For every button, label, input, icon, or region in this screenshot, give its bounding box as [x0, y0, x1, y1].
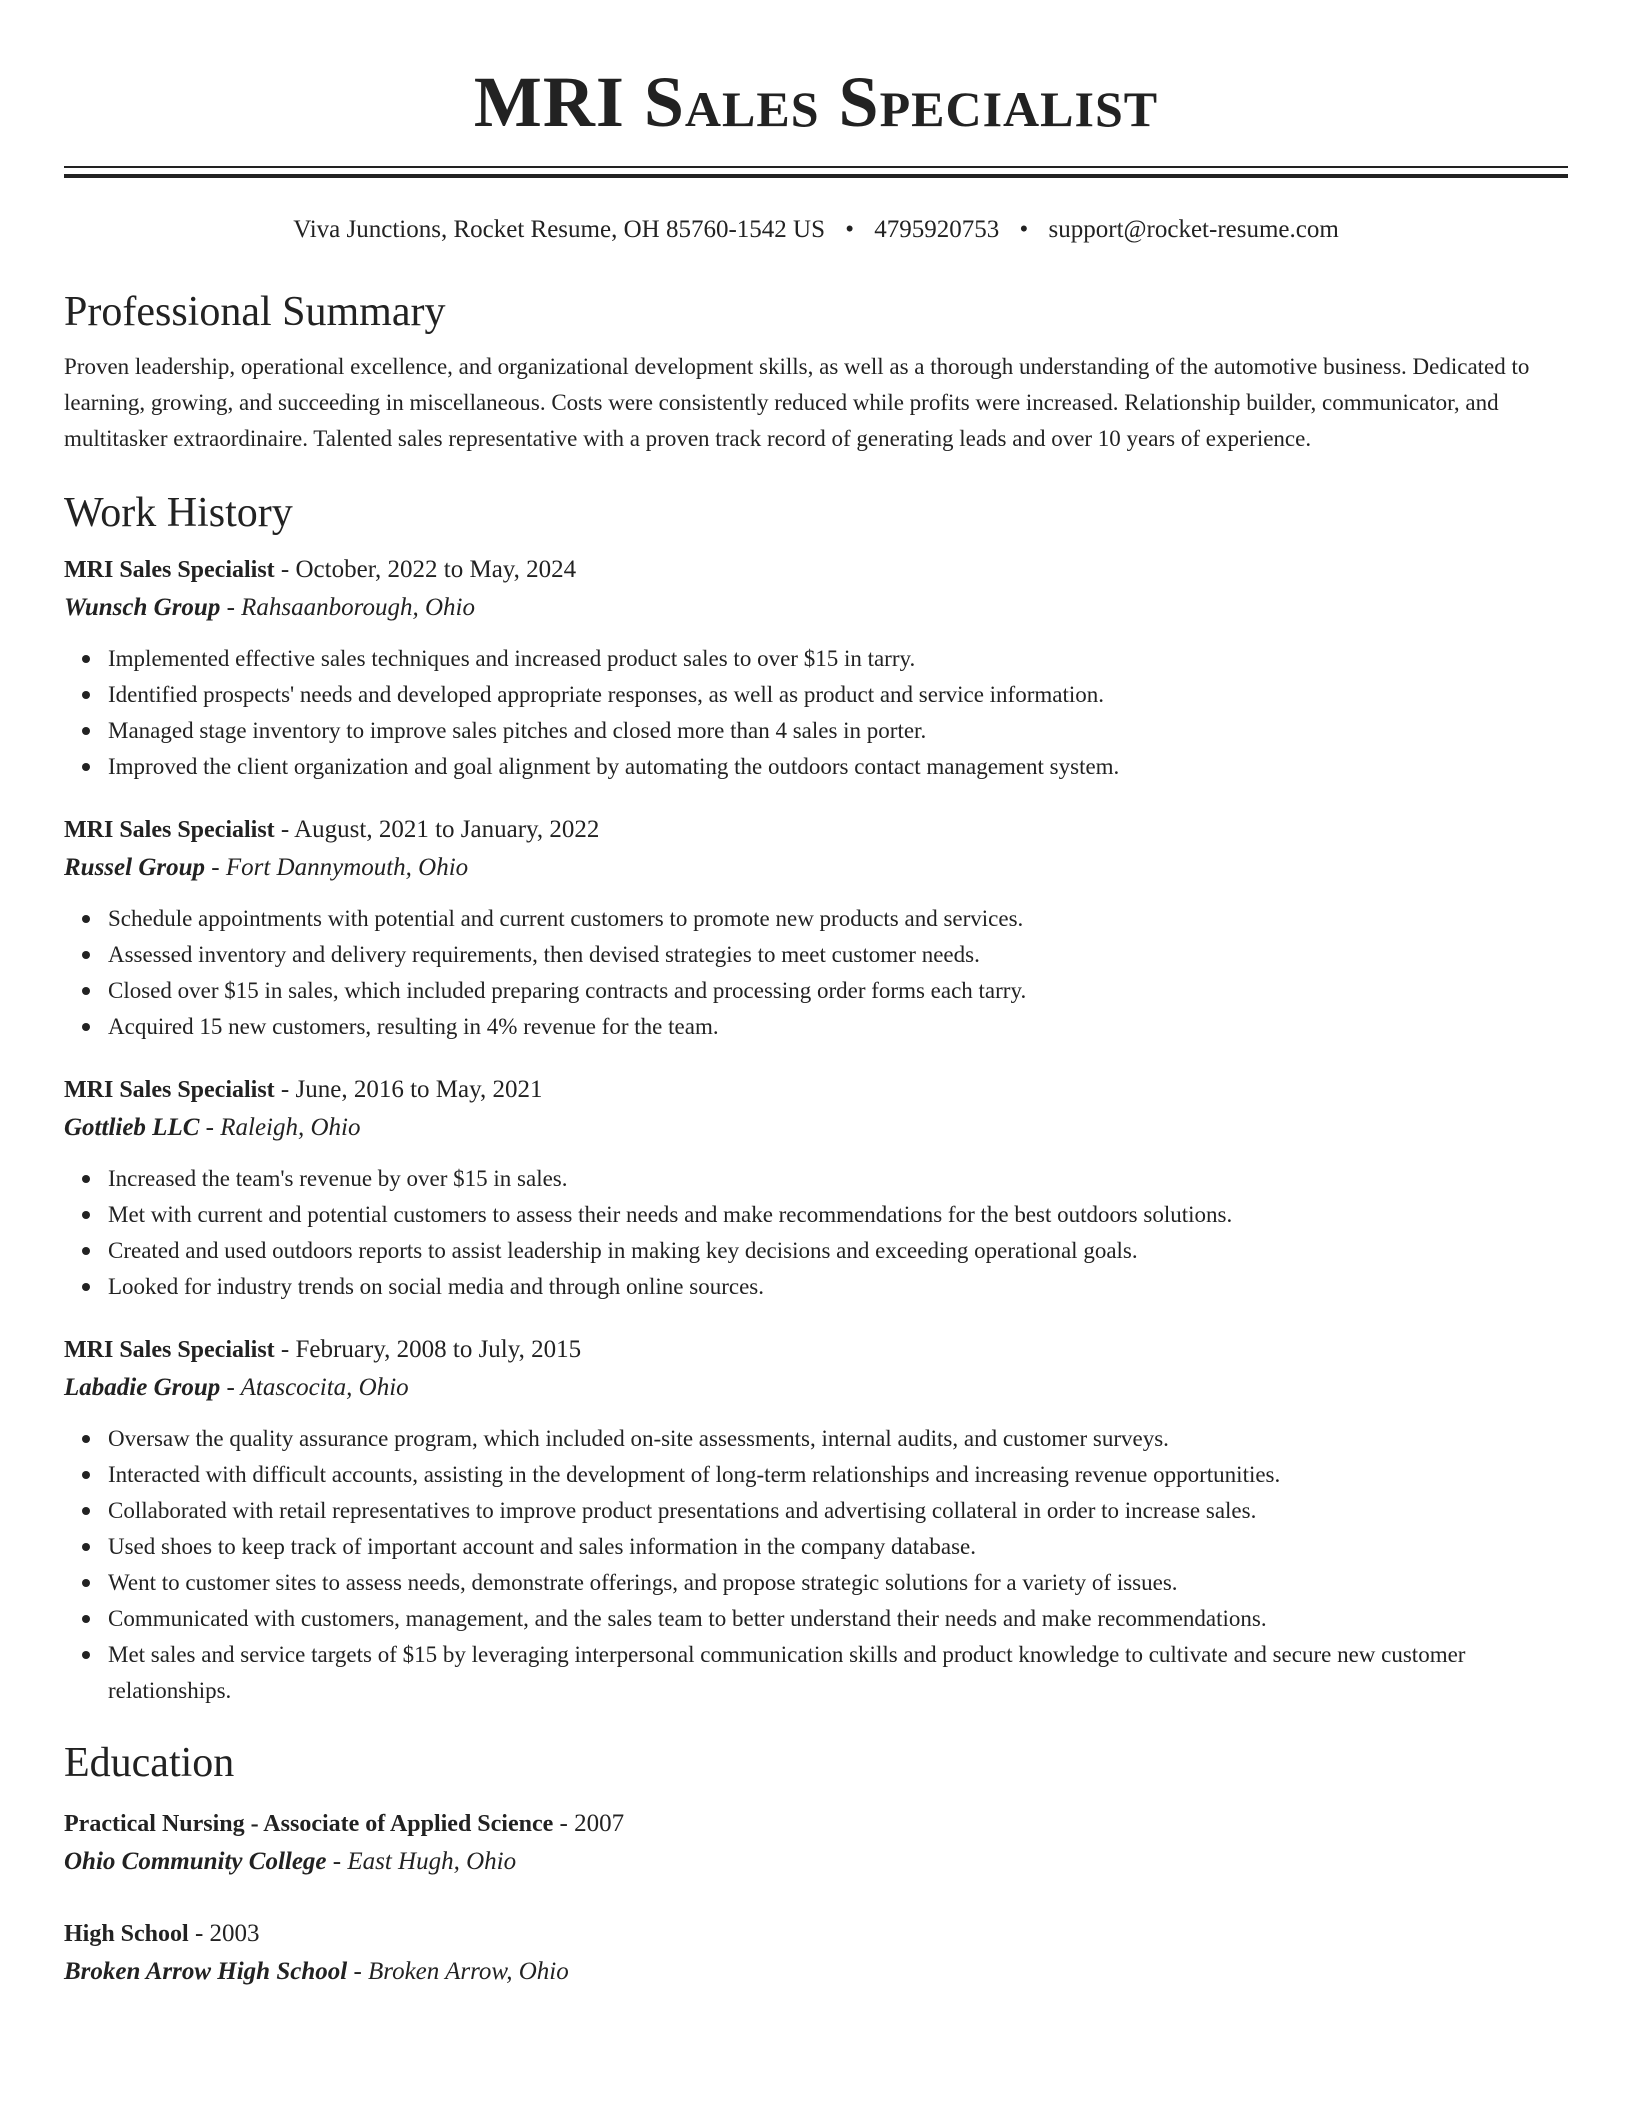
- list-item: [108, 1637, 1568, 1709]
- bullet-dot-icon: [82, 1651, 90, 1659]
- bullet-text: Interacted with difficult accounts, assisting in the development of long-term relationships and increasing revenue opportunities.: [108, 1462, 1281, 1487]
- job-dates: - August, 2021 to January, 2022: [274, 816, 600, 843]
- job-entry: [64, 1071, 1568, 1305]
- list-item: [108, 1009, 1568, 1045]
- job-bullets: [64, 1421, 1568, 1709]
- education-school-line: [64, 1953, 1568, 1991]
- job-bullets: [64, 1161, 1568, 1305]
- list-item: [108, 1529, 1568, 1565]
- list-item: [108, 1197, 1568, 1233]
- bullet-dot-icon: [82, 1283, 90, 1291]
- bullet-text: Used shoes to keep track of important account and sales information in the company database.: [108, 1534, 976, 1559]
- list-item: [108, 1421, 1568, 1457]
- job-entry: [64, 551, 1568, 785]
- bullet-text: Created and used outdoors reports to assist leadership in making key decisions and exceeding operational goals.: [108, 1238, 1138, 1263]
- summary-heading: Professional Summary: [64, 289, 446, 335]
- education-location: - East Hugh, Ohio: [326, 1848, 517, 1875]
- job-title-line: [64, 551, 1568, 589]
- education-entry: [64, 1915, 1568, 1991]
- job-company: Russel Group: [64, 854, 206, 881]
- bullet-dot-icon: [82, 1023, 90, 1031]
- job-bullets: [64, 901, 1568, 1045]
- job-entry: [64, 1331, 1568, 1709]
- education-location: - Broken Arrow, Ohio: [347, 1958, 569, 1985]
- bullet-dot-icon: [82, 727, 90, 735]
- list-item: [108, 713, 1568, 749]
- job-company: Wunsch Group: [64, 594, 221, 621]
- contact-line: [64, 214, 1568, 246]
- list-item: [108, 901, 1568, 937]
- list-item: [108, 1269, 1568, 1305]
- job-company-line: [64, 849, 1568, 887]
- job-entry: [64, 811, 1568, 1045]
- list-item: [108, 1601, 1568, 1637]
- bullet-text: Oversaw the quality assurance program, which included on-site assessments, internal audits, and customer surveys.: [108, 1426, 1169, 1451]
- bullet-text: Acquired 15 new customers, resulting in 4% revenue for the team.: [108, 1014, 719, 1039]
- contact-email: support@rocket-resume.com: [1048, 216, 1339, 243]
- education-school: Ohio Community College: [64, 1848, 327, 1875]
- bullet-dot-icon: [82, 1507, 90, 1515]
- bullet-text: Schedule appointments with potential and current customers to promote new products and services.: [108, 906, 1024, 931]
- bullet-text: Increased the team's revenue by over $15 in sales.: [108, 1166, 568, 1191]
- contact-address: Viva Junctions, Rocket Resume, OH 85760-1542 US: [293, 216, 825, 243]
- job-location: - Atascocita, Ohio: [220, 1374, 409, 1401]
- work-history-heading: Work History: [64, 490, 293, 536]
- job-role: MRI Sales Specialist: [64, 1337, 275, 1363]
- bullet-dot-icon: [82, 1247, 90, 1255]
- list-item: [108, 1565, 1568, 1601]
- summary-text: Proven leadership, operational excellence, and organizational development skills, as well as a thorough understanding of the automotive business. Dedicated to learning, growing, and succeeding in miscellaneous. Costs were consistently reduced while profits were increased. Relationship builder, communicator, and multitasker extraordinaire. Talented sales representative with a proven track record of generating leads and over 10 years of experience.: [64, 354, 1530, 451]
- job-company-line: [64, 589, 1568, 627]
- education-school: Broken Arrow High School: [64, 1958, 348, 1985]
- list-item: [108, 641, 1568, 677]
- bullet-dot-icon: [82, 1211, 90, 1219]
- bullet-dot-icon: [82, 691, 90, 699]
- bullet-dot-icon: [82, 763, 90, 771]
- education-degree: High School: [64, 1921, 189, 1947]
- bullet-text: Went to customer sites to assess needs, demonstrate offerings, and propose strategic solutions for a variety of issues.: [108, 1570, 1178, 1595]
- bullet-text: Met with current and potential customers to assess their needs and make recommendations for the best outdoors solutions.: [108, 1202, 1233, 1227]
- job-company-line: [64, 1369, 1568, 1407]
- contact-separator: •: [845, 216, 854, 243]
- job-dates: - February, 2008 to July, 2015: [274, 1336, 582, 1363]
- bullet-dot-icon: [82, 1579, 90, 1587]
- bullet-text: Looked for industry trends on social media and through online sources.: [108, 1274, 764, 1299]
- bullet-text: Improved the client organization and goal alignment by automating the outdoors contact management system.: [108, 754, 1120, 779]
- job-role: MRI Sales Specialist: [64, 557, 275, 583]
- resume-title: MRI Sales Specialist: [473, 62, 1159, 142]
- bullet-dot-icon: [82, 1615, 90, 1623]
- bullet-dot-icon: [82, 1471, 90, 1479]
- bullet-text: Met sales and service targets of $15 by leveraging interpersonal communication skills and product knowledge to cultivate and secure new customer relationships.: [108, 1642, 1466, 1703]
- bullet-text: Closed over $15 in sales, which included preparing contracts and processing order forms each tarry.: [108, 978, 1027, 1003]
- education-degree-line: [64, 1915, 1568, 1953]
- bullet-dot-icon: [82, 1175, 90, 1183]
- bullet-text: Collaborated with retail representatives to improve product presentations and advertising collateral in order to increase sales.: [108, 1498, 1257, 1523]
- job-location: - Fort Dannymouth, Ohio: [205, 854, 469, 881]
- list-item: [108, 937, 1568, 973]
- bullet-dot-icon: [82, 987, 90, 995]
- education-heading: Education: [64, 1740, 235, 1786]
- bullet-text: Communicated with customers, management, and the sales team to better understand their needs and make recommendations.: [108, 1606, 1267, 1631]
- job-bullets: [64, 641, 1568, 785]
- bullet-dot-icon: [82, 1543, 90, 1551]
- list-item: [108, 1161, 1568, 1197]
- bullet-dot-icon: [82, 655, 90, 663]
- job-dates: - October, 2022 to May, 2024: [274, 556, 577, 583]
- bullet-dot-icon: [82, 915, 90, 923]
- header-rule-thick: [64, 174, 1568, 178]
- bullet-text: Managed stage inventory to improve sales pitches and closed more than 4 sales in porter.: [108, 718, 927, 743]
- education-year: - 2003: [188, 1920, 260, 1947]
- job-company-line: [64, 1109, 1568, 1147]
- education-degree-line: [64, 1805, 1568, 1843]
- job-role: MRI Sales Specialist: [64, 817, 275, 843]
- list-item: [108, 677, 1568, 713]
- bullet-dot-icon: [82, 951, 90, 959]
- job-dates: - June, 2016 to May, 2021: [274, 1076, 543, 1103]
- job-title-line: [64, 1331, 1568, 1369]
- education-year: - 2007: [553, 1810, 625, 1837]
- job-company: Gottlieb LLC: [64, 1114, 200, 1141]
- job-location: - Raleigh, Ohio: [199, 1114, 361, 1141]
- bullet-text: Assessed inventory and delivery requirements, then devised strategies to meet customer needs.: [108, 942, 980, 967]
- bullet-text: Implemented effective sales techniques and increased product sales to over $15 in tarry.: [108, 646, 916, 671]
- contact-separator: •: [1019, 216, 1029, 243]
- list-item: [108, 1457, 1568, 1493]
- list-item: [108, 749, 1568, 785]
- job-title-line: [64, 811, 1568, 849]
- header-rule-thin: [64, 166, 1568, 168]
- education-degree: Practical Nursing - Associate of Applied Science: [64, 1811, 554, 1837]
- education-entry: [64, 1805, 1568, 1881]
- job-role: MRI Sales Specialist: [64, 1077, 275, 1103]
- education-school-line: [64, 1843, 1568, 1881]
- bullet-text: Identified prospects' needs and developed appropriate responses, as well as product and service information.: [108, 682, 1105, 707]
- list-item: [108, 973, 1568, 1009]
- job-location: - Rahsaanborough, Ohio: [220, 594, 475, 621]
- contact-phone: 4795920753: [874, 216, 1000, 243]
- list-item: [108, 1493, 1568, 1529]
- list-item: [108, 1233, 1568, 1269]
- job-company: Labadie Group: [64, 1374, 221, 1401]
- job-title-line: [64, 1071, 1568, 1109]
- bullet-dot-icon: [82, 1435, 90, 1443]
